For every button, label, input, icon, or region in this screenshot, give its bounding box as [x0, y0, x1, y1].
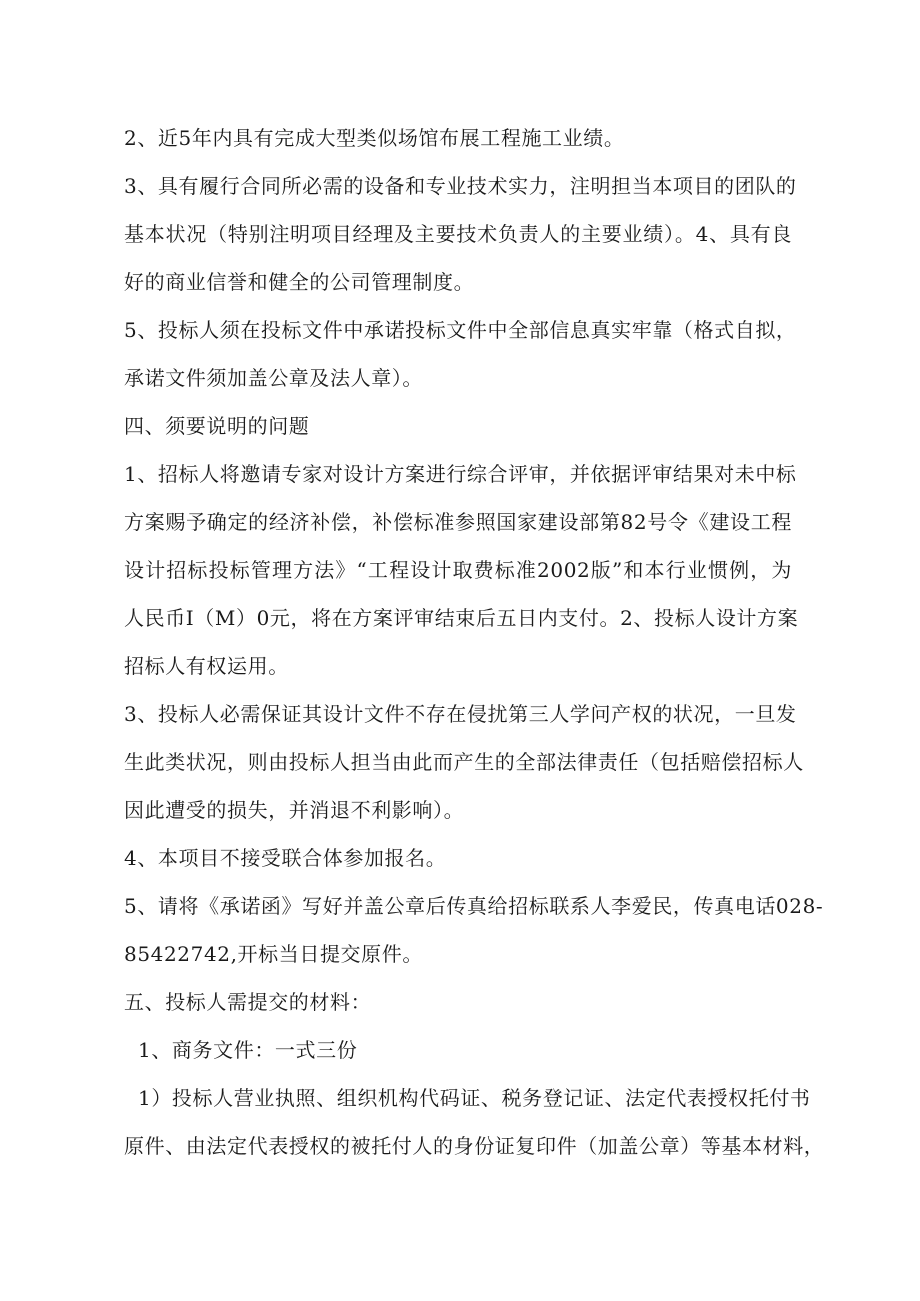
text-line: 2、近5年内具有完成大型类似场馆布展工程施工业绩。 — [124, 126, 625, 150]
text-line: 设计招标投标管理方法》“工程设计取费标准2002版”和本行业惯例，为 — [124, 558, 792, 582]
paragraph-note-1 — [124, 450, 799, 690]
text-line: 招标人有权运用。 — [124, 654, 289, 678]
text-line: 因此遭受的损失，并消退不利影响）。 — [124, 798, 465, 822]
text-line: 基本状况（特别注明项目经理及主要技术负责人的主要业绩）。4、具有良 — [124, 222, 792, 246]
paragraph-qualification-3 — [124, 162, 797, 306]
text-line: 生此类状况，则由投标人担当由此而产生的全部法律责任（包括赔偿招标人 — [124, 750, 804, 774]
text-line: 方案赐予确定的经济补偿，补偿标准参照国家建设部第82号令《建设工程 — [124, 510, 792, 534]
paragraph-qualification-2 — [124, 114, 792, 162]
text-line: 4、本项目不接受联合体参加报名。 — [124, 846, 447, 870]
text-line: 5、请将《承诺函》写好并盖公章后传真给招标联系人李爱民，传真电话028- — [124, 894, 824, 918]
section-heading-4 — [124, 402, 792, 450]
text-line: 承诺文件须加盖公章及法人章）。 — [124, 366, 423, 390]
text-line: 好的商业信誉和健全的公司管理制度。 — [124, 270, 475, 294]
text-line: 1、商务文件：一式三份 — [138, 1038, 358, 1062]
text-line: 1、招标人将邀请专家对设计方案进行综合评审，并依据评审结果对未中标 — [124, 462, 797, 486]
paragraph-note-3 — [124, 690, 804, 834]
section-heading: 四、须要说明的问题 — [124, 414, 310, 438]
text-line: 85422742,开标当日提交原件。 — [124, 942, 423, 966]
text-line: 原件、由法定代表授权的被托付人的身份证复印件（加盖公章）等基本材料， — [124, 1134, 825, 1158]
section-heading: 五、投标人需提交的材料： — [124, 990, 372, 1014]
text-line: 1）投标人营业执照、组织机构代码证、税务登记证、法定代表授权托付书 — [138, 1086, 811, 1110]
paragraph-qualification-5 — [124, 306, 797, 402]
text-line: 5、投标人须在投标文件中承诺投标文件中全部信息真实牢靠（格式自拟， — [124, 318, 797, 342]
text-line: 3、投标人必需保证其设计文件不存在侵扰第三人学问产权的状况，一旦发 — [124, 702, 797, 726]
paragraph-note-4 — [124, 834, 792, 882]
paragraph-business-item-1 — [124, 1074, 825, 1170]
section-heading-5 — [124, 978, 792, 1026]
document-body — [124, 114, 825, 1170]
text-line: 人民币I（M）0元，将在方案评审结束后五日内支付。2、投标人设计方案 — [124, 606, 799, 630]
paragraph-business-docs — [124, 1026, 792, 1074]
paragraph-note-5 — [124, 882, 824, 978]
text-line: 3、具有履行合同所必需的设备和专业技术实力，注明担当本项目的团队的 — [124, 174, 797, 198]
